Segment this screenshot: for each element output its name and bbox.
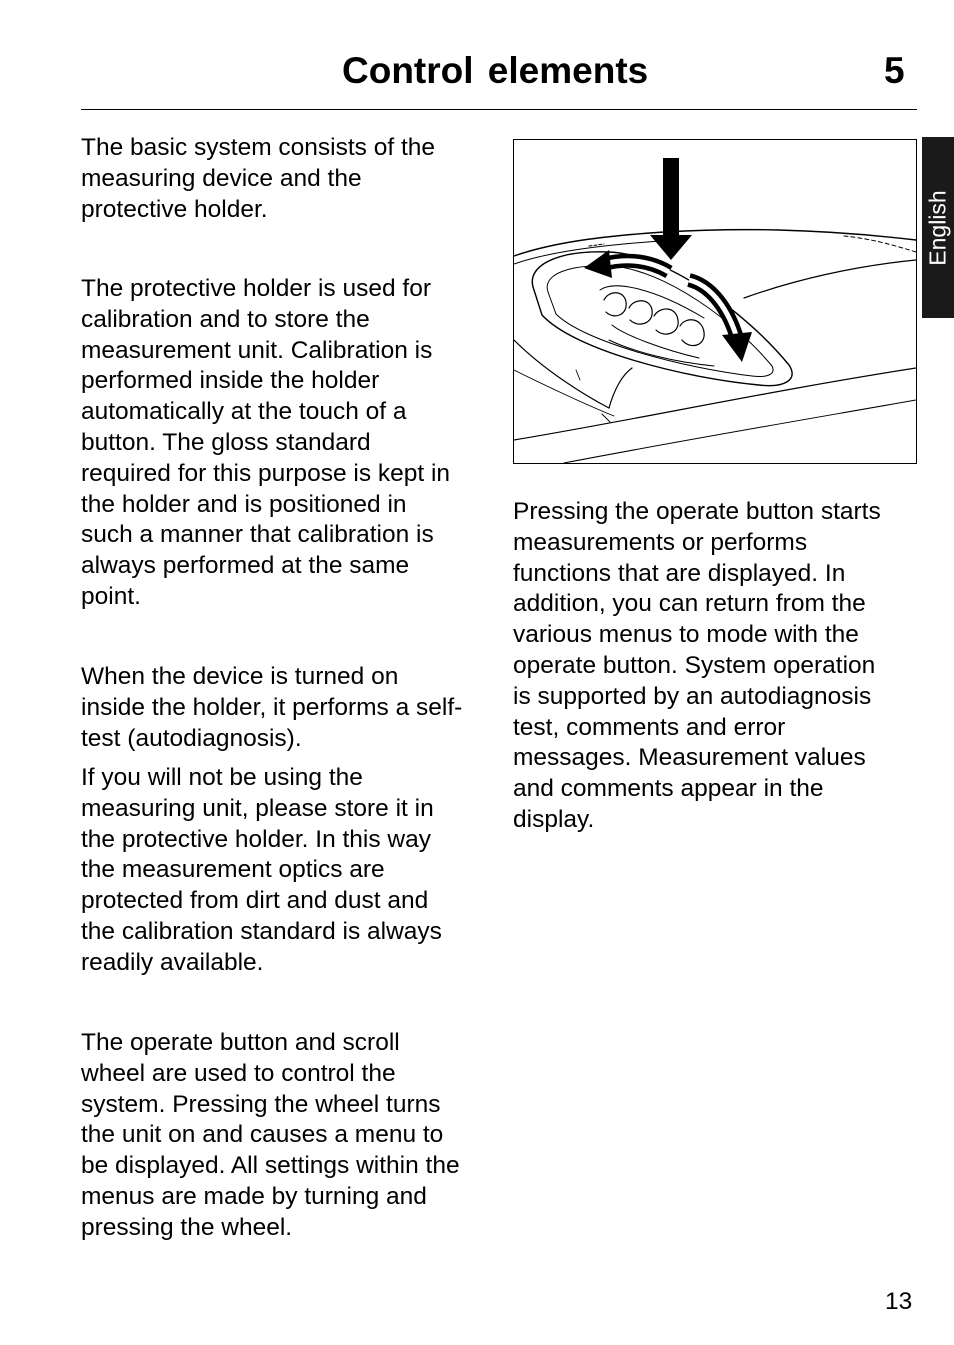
text-line: measurements or performs <box>513 528 808 556</box>
page-number: 13 <box>885 1288 913 1315</box>
text-line: measuring unit, please store it in <box>81 794 434 822</box>
wheel-rib <box>680 320 704 346</box>
device-outline <box>514 370 614 416</box>
turn-right-arrow-icon <box>689 280 752 362</box>
text-line: and comments appear in the <box>513 775 824 803</box>
paragraph-protective-holder <box>81 274 450 613</box>
text-line: display. <box>513 805 595 833</box>
text-line: is supported by an autodiagnosis <box>513 682 872 710</box>
text-line: The operate button and scroll <box>81 1029 400 1056</box>
scroll-wheel-illustration <box>514 140 916 463</box>
text-line: menus are made by turning and <box>81 1182 427 1210</box>
text-line: If you will not be using the <box>81 764 363 791</box>
text-line: operate button. System operation <box>513 651 876 679</box>
wheel-rib <box>629 301 652 324</box>
turn-left-arrow-icon <box>584 250 669 278</box>
device-illustration <box>513 139 917 464</box>
text-line: The basic system consists of the <box>81 134 436 161</box>
device-outline <box>744 260 916 298</box>
paragraph-operate-button <box>513 497 881 836</box>
chapter-number: 5 <box>884 50 905 91</box>
text-line: the holder and is positioned in <box>81 490 407 518</box>
paragraph-scroll-wheel <box>81 1028 460 1244</box>
text-line: be displayed. All settings within the <box>81 1152 460 1180</box>
header-divider <box>81 109 917 110</box>
text-line: system. Pressing the wheel turns <box>81 1090 441 1118</box>
text-line: the unit on and causes a menu to <box>81 1121 444 1149</box>
text-line: test, comments and error <box>513 713 786 741</box>
device-outline <box>589 244 604 246</box>
text-line: the measurement optics are <box>81 856 385 884</box>
text-line: required for this purpose is kept in <box>81 459 451 487</box>
text-line: functions that are displayed. In <box>513 559 846 587</box>
text-line: the calibration standard is always <box>81 917 442 945</box>
language-tab <box>922 137 954 318</box>
text-line: automatically at the touch of a <box>81 398 407 426</box>
text-line: protective holder. <box>81 195 268 223</box>
device-outline <box>609 368 632 408</box>
text-line: calibration and to store the <box>81 305 370 333</box>
text-line: various menus to mode with the <box>513 621 859 649</box>
text-line: measuring device and the <box>81 164 362 192</box>
text-line: performed inside the holder <box>81 367 380 395</box>
device-mark <box>602 414 610 422</box>
page-title: Control elements <box>342 50 649 91</box>
wheel-rib <box>604 293 626 316</box>
paragraph-self-test <box>81 662 462 754</box>
device-outline <box>564 400 916 463</box>
text-line: the protective holder. In this way <box>81 825 431 853</box>
device-mark <box>576 370 580 380</box>
text-line: The protective holder is used for <box>81 275 431 302</box>
text-line: messages. Measurement values <box>513 744 866 772</box>
text-line: inside the holder, it performs a self- <box>81 693 463 721</box>
language-tab-label: English <box>924 189 951 266</box>
text-line: wheel are used to control the <box>81 1059 396 1087</box>
device-outline <box>514 230 916 256</box>
device-outline <box>514 340 609 408</box>
text-line: Pressing the operate button starts <box>513 498 881 525</box>
text-line: addition, you can return from the <box>513 590 866 618</box>
text-line: such a manner that calibration is <box>81 521 434 549</box>
text-line: always performed at the same <box>81 552 410 580</box>
wheel-rib <box>654 309 678 334</box>
text-line: readily available. <box>81 948 264 976</box>
wheel-recess <box>547 266 773 377</box>
text-line: point. <box>81 582 141 610</box>
text-line: When the device is turned on <box>81 663 399 690</box>
press-arrow-icon <box>650 158 692 260</box>
text-line: pressing the wheel. <box>81 1213 293 1241</box>
text-line: measurement unit. Calibration is <box>81 336 433 364</box>
text-line: button. The gloss standard <box>81 428 371 456</box>
text-line: test (autodiagnosis). <box>81 724 302 752</box>
paragraph-basic-system <box>81 133 435 225</box>
text-line: protected from dirt and dust and <box>81 887 429 915</box>
paragraph-storage <box>81 763 442 979</box>
